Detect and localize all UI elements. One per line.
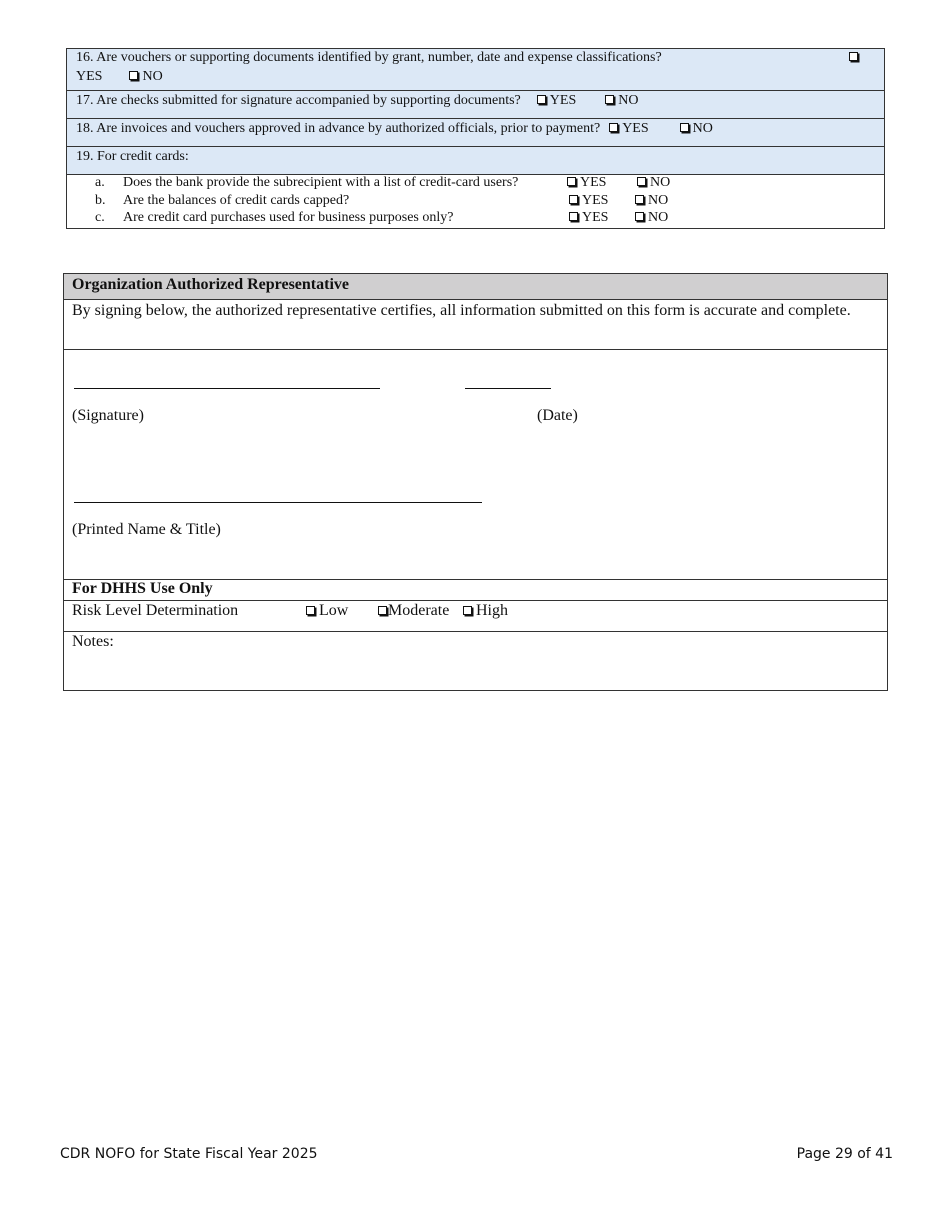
q16-yes-checkbox[interactable] xyxy=(849,52,858,61)
question-19-row xyxy=(67,147,884,175)
notes-field[interactable] xyxy=(64,632,887,690)
footer-page-number: Page 29 of 41 xyxy=(796,1146,893,1162)
risk-moderate-label: Moderate xyxy=(388,602,450,619)
q19-item-c: c. Are credit card purchases used for business purposes only? xyxy=(95,210,454,225)
q18-yes-checkbox[interactable] xyxy=(609,123,618,132)
question-17-row xyxy=(67,91,884,119)
q19-item-b-text: Are the balances of credit cards capped? xyxy=(123,193,350,208)
certification-text: By signing below, the authorized representative certifies, all information submitted on this form is accurate and complete. xyxy=(64,300,887,350)
q18-no-label: NO xyxy=(692,121,713,136)
q18-no-checkbox[interactable] xyxy=(680,123,689,132)
risk-moderate-checkbox[interactable] xyxy=(378,606,387,615)
question-18-text: 18. Are invoices and vouchers approved in advance by authorized officials, prior to payment? xyxy=(76,121,601,136)
signature-label: (Signature) xyxy=(72,407,144,424)
question-18-row xyxy=(67,119,884,147)
q16-yes-label: YES xyxy=(76,69,103,84)
q16-no-checkbox[interactable] xyxy=(129,71,138,80)
date-line[interactable] xyxy=(465,388,551,389)
risk-low-checkbox[interactable] xyxy=(306,606,315,615)
question-16-text: 16. Are vouchers or supporting documents identified by grant, number, date and expense classifications? xyxy=(76,50,662,65)
q17-yes-checkbox[interactable] xyxy=(537,95,546,104)
q19b-yes-checkbox[interactable] xyxy=(569,195,578,204)
q16-no-label: NO xyxy=(142,69,163,84)
question-19-text: 19. For credit cards: xyxy=(76,149,189,164)
risk-level-row xyxy=(64,601,887,632)
q19c-no-checkbox[interactable] xyxy=(635,212,644,221)
q18-yes-label: YES xyxy=(622,121,649,136)
dhhs-header: For DHHS Use Only xyxy=(64,580,887,601)
q19c-yes-checkbox[interactable] xyxy=(569,212,578,221)
q17-no-label: NO xyxy=(618,93,639,108)
q19-item-c-text: Are credit card purchases used for business purposes only? xyxy=(123,210,454,225)
q19-item-b: b. Are the balances of credit cards capped? xyxy=(95,193,350,208)
authorized-representative-table xyxy=(63,273,888,691)
risk-low-label: Low xyxy=(319,602,349,619)
question-16-row xyxy=(67,49,884,91)
footer-title: CDR NOFO for State Fiscal Year 2025 xyxy=(60,1146,318,1162)
questionnaire-table xyxy=(66,48,885,229)
q19b-no-checkbox[interactable] xyxy=(635,195,644,204)
q19a-yes-checkbox[interactable] xyxy=(567,177,576,186)
question-17-text: 17. Are checks submitted for signature accompanied by supporting documents? xyxy=(76,93,521,108)
q17-no-checkbox[interactable] xyxy=(605,95,614,104)
notes-label: Notes: xyxy=(72,633,114,650)
question-19-subitems: a. Does the bank provide the subrecipient with a list of credit-card users? YES NO b. Are the balances of credit cards capped? YES NO c. Are credit card purchases used for business purposes only? YES NO xyxy=(67,175,884,228)
printed-name-label: (Printed Name & Title) xyxy=(72,521,221,538)
date-label: (Date) xyxy=(537,407,578,424)
risk-high-label: High xyxy=(476,602,508,619)
signature-line[interactable] xyxy=(74,388,380,389)
q19a-no-checkbox[interactable] xyxy=(637,177,646,186)
q17-yes-label: YES xyxy=(549,93,577,108)
printed-name-line[interactable] xyxy=(74,502,482,503)
signature-area xyxy=(64,350,887,580)
risk-high-checkbox[interactable] xyxy=(463,606,472,615)
q19-item-a: a. Does the bank provide the subrecipient with a list of credit-card users? xyxy=(95,175,519,190)
section-header: Organization Authorized Representative xyxy=(64,274,887,300)
q19-item-a-text: Does the bank provide the subrecipient with a list of credit-card users? xyxy=(123,175,519,190)
risk-level-label: Risk Level Determination xyxy=(72,602,239,619)
